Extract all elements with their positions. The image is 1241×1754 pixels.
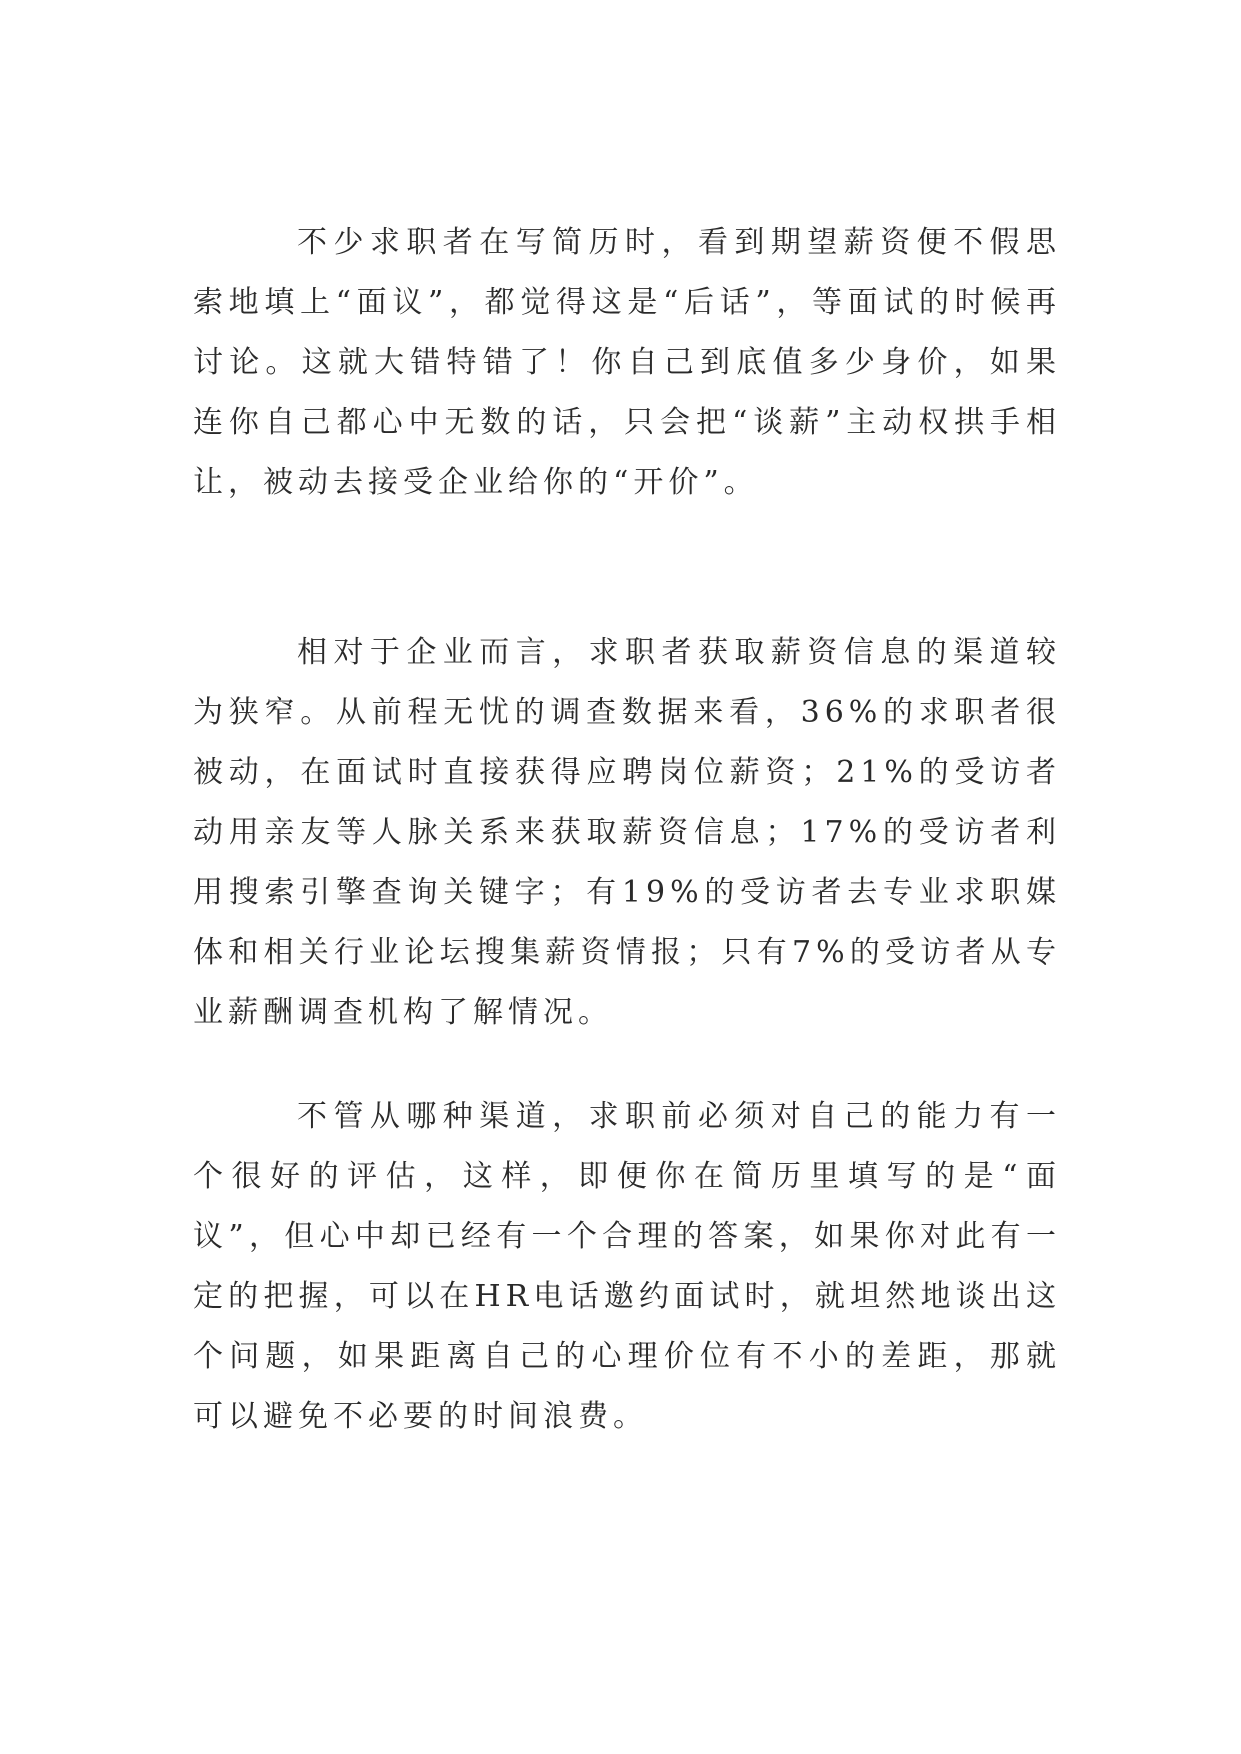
paragraph: 不少求职者在写简历时，看到期望薪资便不假思索地填上“面议”，都觉得这是“后话”，等面试的时候再讨论。这就大错特错了！你自己到底值多少身价，如果连你自己都心中无数的话，只会把“谈薪”主动权拱手相让，被动去接受企业给你的“开价”。: [193, 225, 1061, 500]
paragraph: 相对于企业而言，求职者获取薪资信息的渠道较为狭窄。从前程无忧的调查数据来看，36%的求职者很被动，在面试时直接获得应聘岗位薪资；21%的受访者动用亲友等人脉关系来获取薪资信息；17%的受访者利用搜索引擎查询关键字；有19%的受访者去专业求职媒体和相关行业论坛搜集薪资情报；只有7%的受访者从专业薪酬调查机构了解情况。: [193, 635, 1061, 1030]
paragraph: 不管从哪种渠道，求职前必须对自己的能力有一个很好的评估，这样，即便你在简历里填写的是“面议”，但心中却已经有一个合理的答案，如果你对此有一定的把握，可以在HR电话邀约面试时，就坦然地谈出这个问题，如果距离自己的心理价位有不小的差距，那就可以避免不必要的时间浪费。: [193, 1099, 1061, 1434]
